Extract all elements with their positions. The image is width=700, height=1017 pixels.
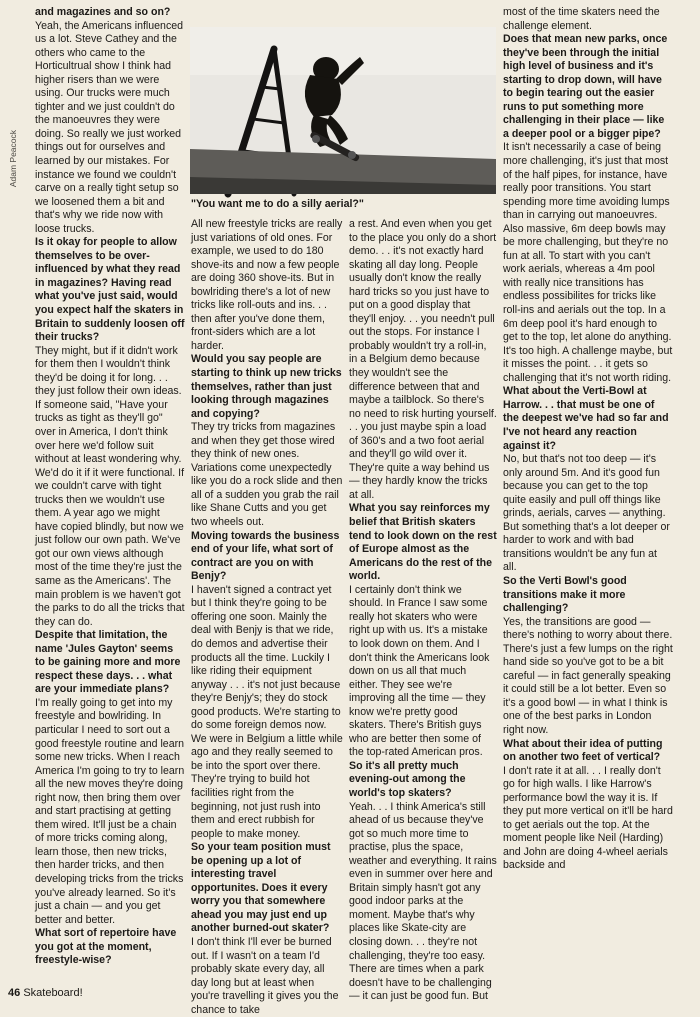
interview-question: and magazines and so on? [35,6,171,18]
interview-answer: I don't rate it at all. . . I really don't go for high walls. I like Harrow's performance bowl the way it is. If they put more vertical on it'll be hard to get aerials out the top. At the moment people like Neil (Harding) and John are doing 4-wheel aerials backside and [503,764,673,872]
interview-answer: I don't think I'll ever be burned out. If I wasn't on a team I'd probably skate every day, all day long but at least when you're travelling it gives you the chance to take [191,935,339,1016]
article-column-4 [503,6,673,983]
article-column-1 [35,6,185,983]
interview-question: What about the Verti-Bowl at Harrow. . . that must be one of the deepest we've had so far and I've not heard any reaction against it? [503,385,669,452]
interview-question: Would you say people are starting to think up new tricks themselves, rather than just looking through magazines and copying? [191,353,342,420]
interview-question: So the Verti Bowl's good transitions make it more challenging? [503,574,627,615]
interview-question: Is it okay for people to allow themselves to be over-influenced by what they read in magazines? Having read what you've just said, would you expect half the skaters in Britain to suddenly loosen off their trucks? [35,236,185,344]
interview-answer: All new freestyle tricks are really just variations of old ones. For example, we used to do 180 shove-its and now a few people are doing 360 shove-its. But in bowlriding there's a lot of new tricks like roll-outs and ins. . . then after you've done them, front-siders which are a lot harder. [191,218,343,352]
photo-caption: "You want me to do a silly aerial?" [191,198,364,210]
interview-answer: They might, but if it didn't work for them then I wouldn't think they'd be doing it for long. . . they just follow their own ideas. If someone said, "Have your trucks as tight as they'll go" over in America, I don't think over here we'd follow suit without at least wondering why. We'd do it if it were functional. If we couldn't carve with tight trucks then we wouldn't use them. A year ago we might have copied blindly, but now we just follow our own path. We've got our own views although most of the time they're just the same as the Americans'. The main problem is we haven't got the parks to do all the tricks that they can do. [35,344,185,628]
interview-question: So it's all pretty much evening-out among the world's top skaters? [349,759,466,799]
interview-question: So your team position must be opening up a lot of interesting travel opportunites. Does it every worry you that somewhere ahead you may just end up another burned-out skater? [191,841,331,935]
interview-question: What sort of repertoire have you got at the moment, freestyle-wise? [35,927,177,967]
interview-answer: They try tricks from magazines and when they get those wired they think of new ones. Variations come unexpectedly like you do a rock slide and then all of a sudden you grab the rail like Shane Cutts and you get two wheels out. [191,421,343,529]
interview-answer: Yes, the transitions are good — there's nothing to worry about there. There's just a few lumps on the right hand side so you've got to be a bit careful — in fact generally speaking it could still be a lot better. Even so it's a good bowl — in what I think is one of the best parks in London right now. [503,615,673,736]
interview-answer: Yeah. . . I think America's still ahead of us because they've got so much more time to practise, plus the space, weather and everything. It rains even in summer over here and Britain simply hasn't got any good indoor parks at the moment. Maybe that's why places like Skate-city are closing down. . . they're not challenging, they're too easy. There are times when a park doesn't have to be challenging — it can just be good fun. But [349,800,497,1003]
interview-question: Despite that limitation, the name 'Jules Gayton' seems to be gaining more and more respect these days. . . what are your immediate plans? [35,629,181,696]
page-number: 46 [8,987,21,999]
skateboarder-aerial-image [190,27,496,194]
interview-question: Does that mean new parks, once they've been through the initial high level of business and it's starting to drop down, will have to begin tearing out the easier runs to put something more challenging in their place — like a deeper pool or a bigger pipe? [503,33,668,140]
interview-answer: I certainly don't think we should. In France I saw some really hot skaters who were right up with us. It's a mistake to look down on them. And I don't think the Americans look down on us all that much either. They see we're improving all the time — they know we're pretty good skaters. There's British guys who are better then some of the top-rated American pros. [349,583,490,759]
interview-answer: It isn't necessarily a case of being more challenging, it's just that most of the half pipes, for instance, have really poor transitions. You start spending more time avoiding lumps than in carrying out manoeuvres. Also massive, 6m deep bowls may be more challenging, but they're no fun at all. To start with you can't work aerials, whereas a 4m pool with really nice transitions has endless possibilites for tricks like roll-ins and aerials out the top. In a 6m deep pool it's hard enough to get to the top, let alone do anything. It's too high. A challenge maybe, but it misses the point. . . it gets so challenging that it's not worth riding. [503,141,673,384]
interview-question: What about their idea of putting on another two feet of vertical? [503,737,663,764]
interview-answer: No, but that's not too deep — it's only around 5m. And it's good fun because you can get to the top quite easily and pull off things like grinds, aerials, carves — anything. But something that's a lot deeper or harder to work and with bad transitions wouldn't be any fun at all. [503,453,670,574]
interview-question: What you say reinforces my belief that British skaters tend to look down on the rest of Europe almost as the Americans do the rest of the world. [349,502,497,583]
article-column-2 [191,218,343,1016]
interview-answer: most of the time skaters need the challenge element. [503,6,660,32]
interview-answer: I'm really going to get into my freestyle and bowlriding. In particular I need to sort out a good freestyle routine and learn some new tricks. When I reach America I'm going to try to learn all the new moves they're doing right now, then bring them over and start practising at getting them wired. It'll just be a chain of more tricks coming along, learn those, then new tricks, then harder tricks, and then developing tricks from the tricks you've already learned. So it's just a chain — and you get better and better. [35,696,185,926]
magazine-name: Skateboard! [23,987,83,999]
interview-answer: I haven't signed a contract yet but I think they're going to be offering one soon. Mainly the deal with Benjy is that we ride, do demos and advertise their products all the time. Luckily I like riding their equipment anyway . . . it's not just because they're Benjy's; they do stock good products. We're starting to do some foreign demos now. We were in Belgium a little while ago and they really seemed to be into the sport over there. They're trying to build hot facilities right from the beginning, not just rush into them and erect rubbish for people to make money. [191,583,343,840]
photo-credit: Adam Peacock [8,130,18,188]
page-footer [8,987,83,999]
interview-answer: a rest. And even when you get to the place you only do a short demo. . . it's not exactly hard skating all day long. People usually don't know the really hard tricks so you just have to put on a good display that they'll enjoy. . . you needn't pull out the stops. For instance I probably wouldn't try a roll-in, in a Belgium demo because they wouldn't see the difference between that and maybe a tailblock. So there's no need to risk hurting yourself. . . you just maybe spin a load of 360's and a two foot aerial and they'll go wild over it. They're quite a way behind us — they hardly know the tricks at all. [349,218,497,501]
article-column-3 [349,218,497,1003]
interview-question: Moving towards the business end of your life, what sort of contract are you on with Benjy? [191,529,340,583]
skater-photo [190,27,496,194]
interview-answer: Yeah, the Americans influenced us a lot. Steve Cathey and the others who came to the Horticultrual show I think had higher risers than we were using. Our trucks were much tighter and we just couldn't do the manoeuvres they were doing. So really we just worked things out for ourselves and learned by our mistakes. For instance we found we couldn't carve on a really tight setup so we loosened them a bit and that's why we ride now with loose trucks. [35,19,184,235]
